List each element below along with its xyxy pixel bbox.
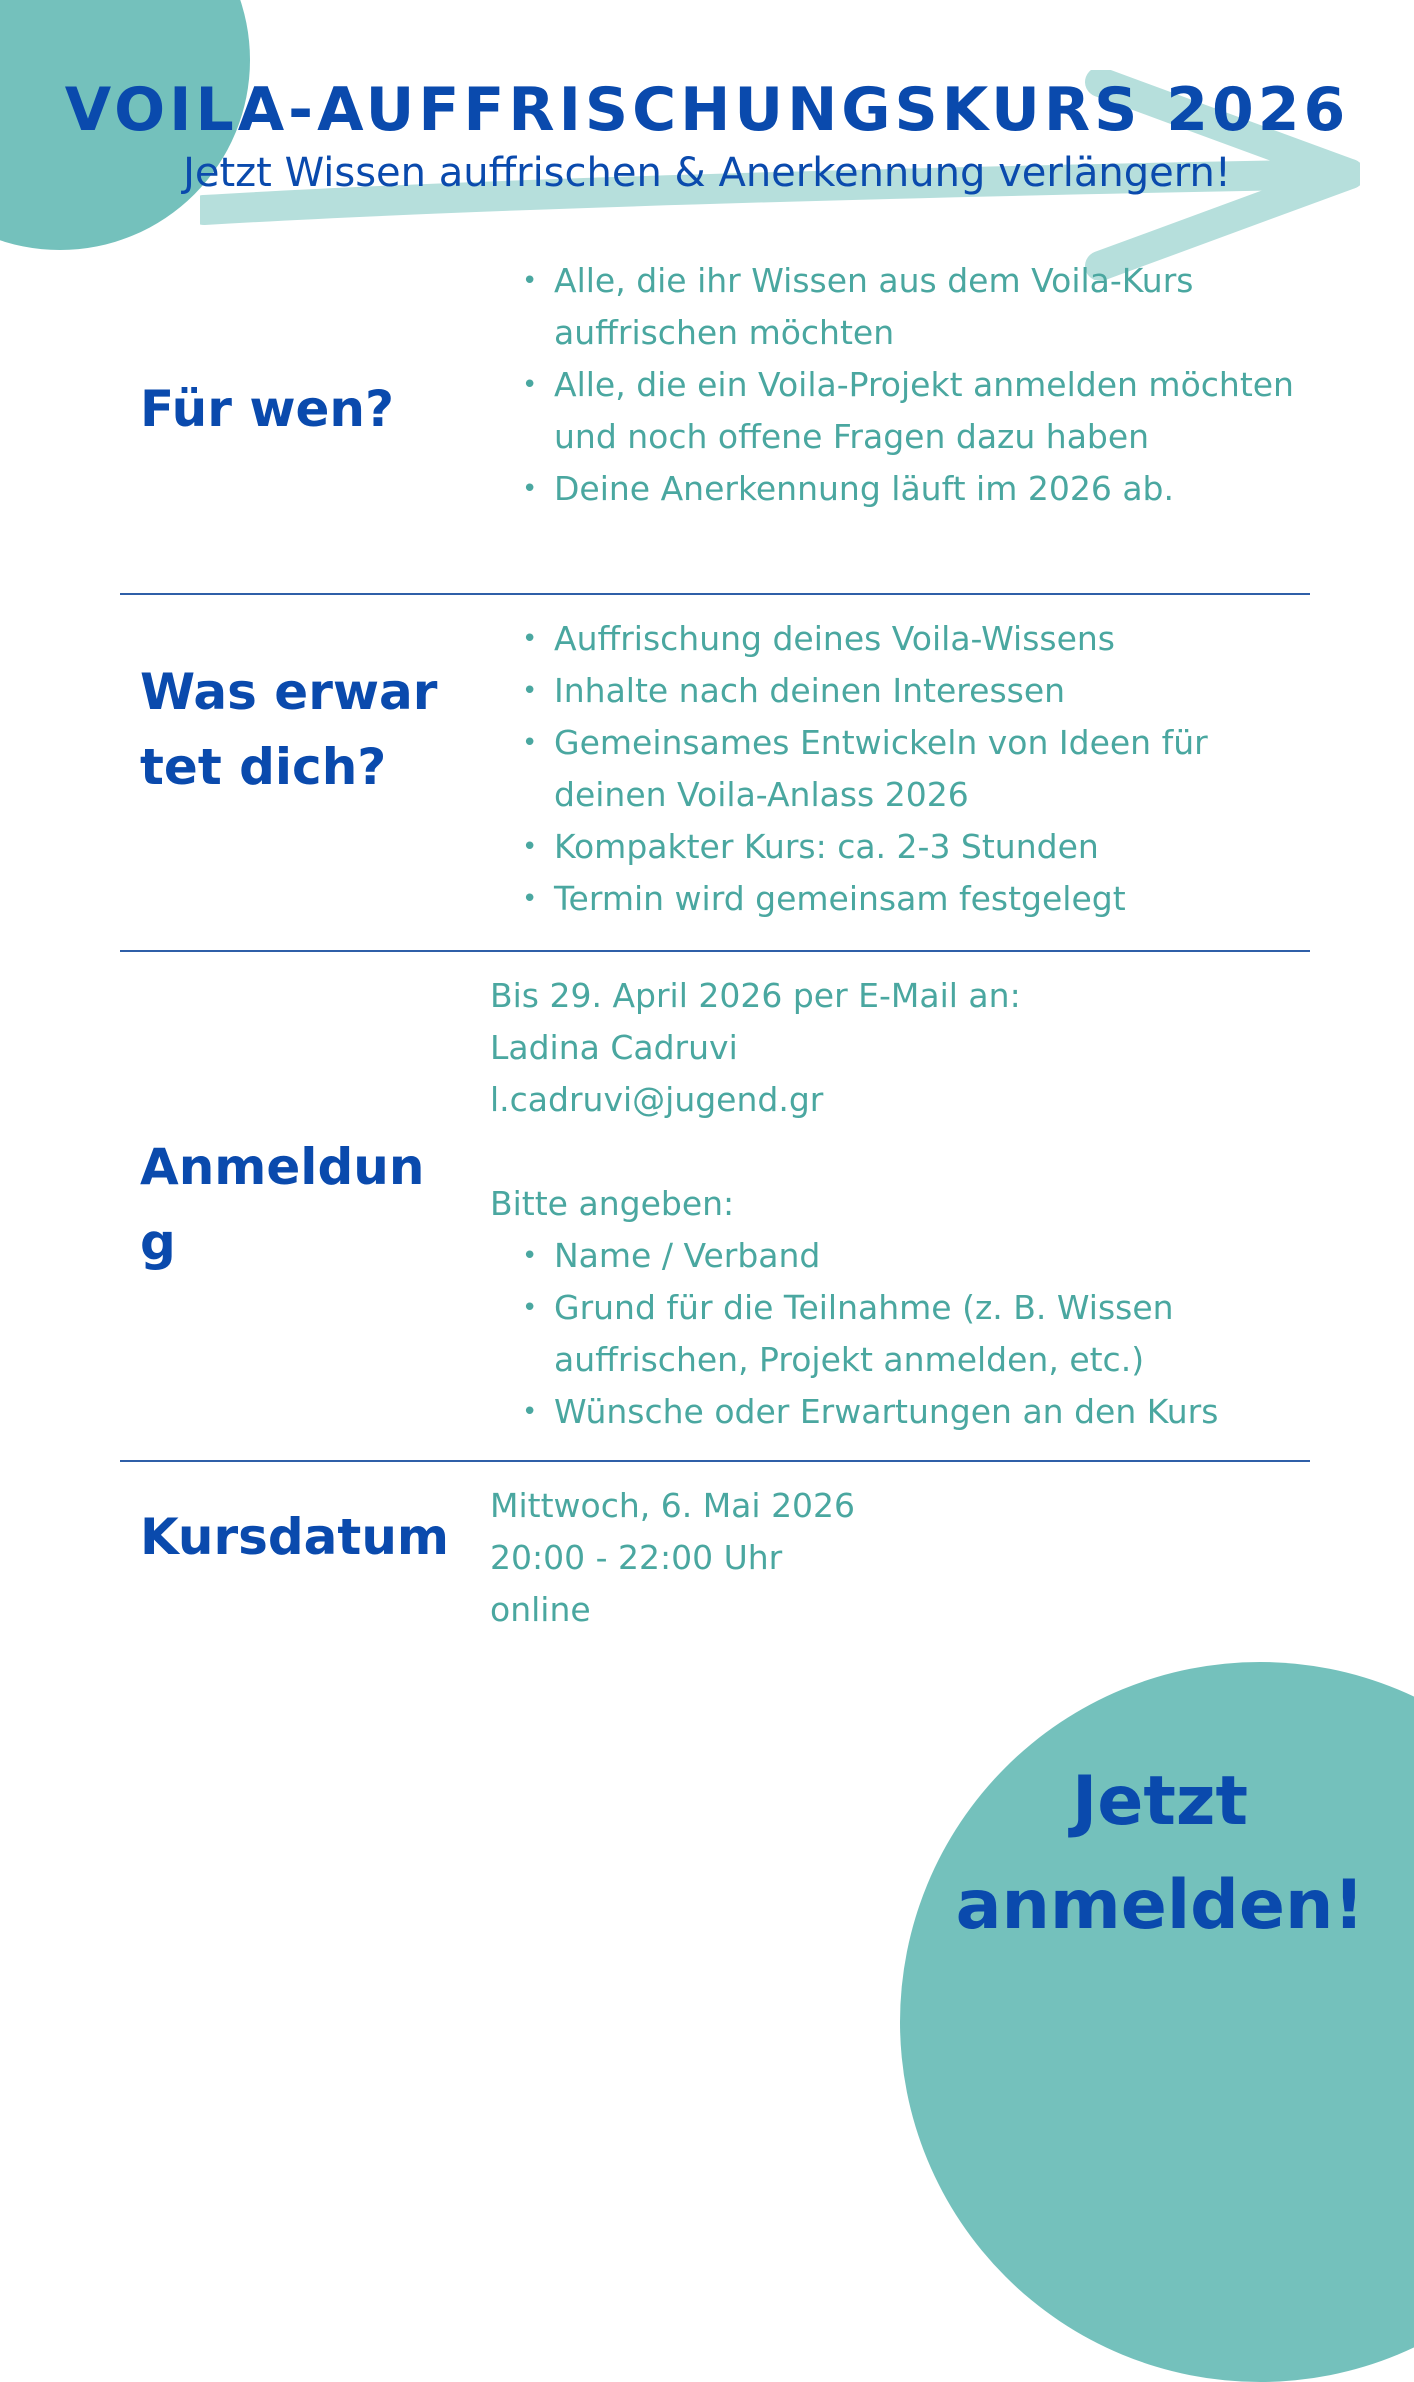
spacer [490,1126,1310,1178]
section-content-fuer-wen [490,255,1310,515]
section-heading-was-erwartet: Was erwartet dich? [140,663,438,796]
list-item: • Grund für die Teilnahme (z. B. Wissen auffrischen, Projekt anmelden, etc.) [554,1282,1310,1386]
section-was-erwartet [120,613,1310,952]
list-item: • Inhalte nach deinen Interessen [554,665,1310,717]
section-anmeldung [120,970,1310,1462]
section-content-kursdatum [490,1480,1310,1636]
section-content-was-erwartet [490,613,1310,925]
cta-line-1: Jetzt [1071,1762,1248,1841]
section-fuer-wen [120,255,1310,595]
section-heading-kursdatum: Kursdatum [140,1508,450,1566]
list-item: • Deine Anerkennung läuft im 2026 ab. [554,463,1310,515]
list-item: • Auffrischung deines Voila-Wissens [554,613,1310,665]
list-item: • Termin wird gemeinsam festgelegt [554,873,1310,925]
list-item: • Kompakter Kurs: ca. 2-3 Stunden [554,821,1310,873]
page-title: VOILA-AUFFRISCHUNGSKURS 2026 [64,75,1350,145]
course-date: Mittwoch, 6. Mai 2026 [490,1486,856,1525]
section-kursdatum [120,1480,1310,1640]
section-heading-anmeldung: Anmeldung [140,1138,425,1271]
section-heading-fuer-wen: Für wen? [140,380,395,438]
course-time: 20:00 - 22:00 Uhr [490,1538,783,1577]
register-now-cta[interactable] [900,1750,1414,1958]
cta-line-2: anmelden! [955,1866,1365,1945]
audience-list [490,255,1310,515]
contact-name: Ladina Cadruvi [490,1028,738,1067]
registration-requirements-list [490,1230,1310,1438]
registration-deadline: Bis 29. April 2026 per E-Mail an: [490,976,1021,1015]
section-content-anmeldung [490,970,1310,1438]
list-item: • Alle, die ein Voila-Projekt anmelden möchten und noch offene Fragen dazu haben [554,359,1310,463]
course-location: online [490,1590,591,1629]
expectations-list [490,613,1310,925]
list-item: • Gemeinsames Entwickeln von Ideen für deinen Voila-Anlass 2026 [554,717,1310,821]
list-item: • Name / Verband [554,1230,1310,1282]
list-item: • Wünsche oder Erwartungen an den Kurs [554,1386,1310,1438]
list-item: • Alle, die ihr Wissen aus dem Voila-Kurs auffrischen möchten [554,255,1310,359]
please-specify-label: Bitte angeben: [490,1184,735,1223]
page-subtitle: Jetzt Wissen auffrischen & Anerkennung verlängern! [183,150,1231,196]
contact-email[interactable]: l.cadruvi@jugend.gr [490,1080,824,1119]
